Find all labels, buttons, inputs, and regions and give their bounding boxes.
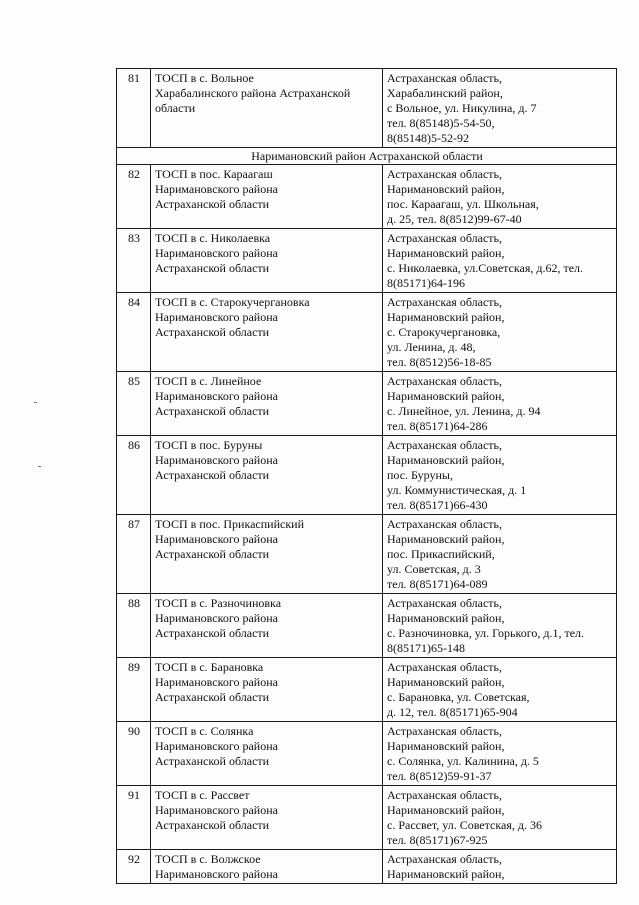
tosp-name-line: ТОСП в с. Разночиновка bbox=[155, 596, 282, 610]
row-number: 87 bbox=[117, 515, 151, 594]
tosp-address-line: д. 12, тел. 8(85171)65-904 bbox=[387, 705, 518, 719]
tosp-address-line: Астраханская область, bbox=[387, 71, 502, 85]
table-row bbox=[117, 436, 617, 515]
tosp-address-cell bbox=[383, 658, 617, 722]
tosp-address-cell bbox=[383, 594, 617, 658]
scan-speck bbox=[34, 402, 37, 403]
tosp-address-line: Наримановский район, bbox=[387, 611, 505, 625]
tosp-name-line: Наримановского района bbox=[155, 867, 278, 881]
tosp-address-line: 8(85171)65-148 bbox=[387, 641, 465, 655]
table-row bbox=[117, 515, 617, 594]
tosp-address-line: с. Николаевка, ул.Советская, д.62, тел. bbox=[387, 261, 584, 275]
tosp-address-line: Астраханская область, bbox=[387, 517, 502, 531]
tosp-address-line: с. Разночиновка, ул. Горького, д.1, тел. bbox=[387, 626, 585, 640]
tosp-address-line: ул. Советская, д. 3 bbox=[387, 562, 481, 576]
tosp-name-line: Харабалинского района Астраханской bbox=[155, 86, 351, 100]
tosp-address-line: Наримановский район, bbox=[387, 389, 505, 403]
tosp-name-line: Наримановского района bbox=[155, 675, 278, 689]
tosp-name-cell bbox=[151, 722, 383, 786]
tosp-name-line: Наримановского района bbox=[155, 246, 278, 260]
tosp-address-cell bbox=[383, 69, 617, 148]
tosp-address-line: тел. 8(85171)67-925 bbox=[387, 833, 488, 847]
tosp-address-line: ул. Ленина, д. 48, bbox=[387, 340, 476, 354]
tosp-name-cell bbox=[151, 850, 383, 884]
tosp-address-cell bbox=[383, 850, 617, 884]
tosp-address-line: Наримановский район, bbox=[387, 310, 505, 324]
table-row bbox=[117, 594, 617, 658]
tosp-name-line: Астраханской области bbox=[155, 325, 270, 339]
tosp-address-line: Наримановский район, bbox=[387, 803, 505, 817]
tosp-name-cell bbox=[151, 786, 383, 850]
tosp-address-line: Наримановский район, bbox=[387, 739, 505, 753]
tosp-address-line: Астраханская область, bbox=[387, 295, 502, 309]
tosp-address-line: Наримановский район, bbox=[387, 675, 505, 689]
tosp-address-line: пос. Буруны, bbox=[387, 468, 453, 482]
tosp-address-line: д. 25, тел. 8(8512)99-67-40 bbox=[387, 212, 522, 226]
row-number: 86 bbox=[117, 436, 151, 515]
tosp-name-cell bbox=[151, 293, 383, 372]
tosp-name-line: Наримановского района bbox=[155, 389, 278, 403]
row-number: 84 bbox=[117, 293, 151, 372]
tosp-name-line: Астраханской области bbox=[155, 547, 270, 561]
tosp-name-cell bbox=[151, 658, 383, 722]
table-row bbox=[117, 722, 617, 786]
row-number: 83 bbox=[117, 229, 151, 293]
tosp-address-line: Астраханская область, bbox=[387, 231, 502, 245]
tosp-name-line: ТОСП в с. Линейное bbox=[155, 374, 262, 388]
tosp-address-line: пос. Прикаспийский, bbox=[387, 547, 495, 561]
row-number: 81 bbox=[117, 69, 151, 148]
tosp-name-line: Астраханской области bbox=[155, 690, 270, 704]
tosp-name-cell bbox=[151, 229, 383, 293]
tosp-name-line: ТОСП в пос. Прикаспийский bbox=[155, 517, 305, 531]
tosp-name-line: ТОСП в пос. Буруны bbox=[155, 438, 263, 452]
section-row bbox=[117, 148, 617, 165]
tosp-address-line: тел. 8(85171)64-089 bbox=[387, 577, 488, 591]
tosp-address-cell bbox=[383, 722, 617, 786]
tosp-address-line: тел. 8(8512)59-91-37 bbox=[387, 769, 492, 783]
tosp-name-line: области bbox=[155, 101, 196, 115]
row-number: 88 bbox=[117, 594, 151, 658]
row-number: 82 bbox=[117, 165, 151, 229]
row-number: 90 bbox=[117, 722, 151, 786]
tosp-address-line: ул. Коммунистическая, д. 1 bbox=[387, 483, 527, 497]
tosp-name-line: Наримановского района bbox=[155, 453, 278, 467]
table-row bbox=[117, 165, 617, 229]
section-title: Наримановский район Астраханской области bbox=[117, 148, 617, 165]
tosp-address-cell bbox=[383, 372, 617, 436]
tosp-address-line: Астраханская область, bbox=[387, 788, 502, 802]
tosp-table-body bbox=[117, 69, 617, 884]
tosp-address-line: Астраханская область, bbox=[387, 167, 502, 181]
tosp-name-line: Наримановского района bbox=[155, 310, 278, 324]
tosp-address-cell bbox=[383, 165, 617, 229]
tosp-name-line: ТОСП в с. Николаевка bbox=[155, 231, 271, 245]
table-row bbox=[117, 293, 617, 372]
tosp-name-line: Наримановского района bbox=[155, 803, 278, 817]
tosp-address-line: пос. Караагаш, ул. Школьная, bbox=[387, 197, 539, 211]
tosp-address-line: тел. 8(8512)56-18-85 bbox=[387, 355, 492, 369]
tosp-address-line: Наримановский район, bbox=[387, 532, 505, 546]
scan-speck bbox=[38, 466, 41, 467]
tosp-name-line: ТОСП в пос. Караагаш bbox=[155, 167, 273, 181]
tosp-address-line: с. Линейное, ул. Ленина, д. 94 bbox=[387, 404, 541, 418]
tosp-name-line: ТОСП в с. Волжское bbox=[155, 852, 261, 866]
tosp-name-line: Астраханской области bbox=[155, 626, 270, 640]
tosp-name-line: Наримановского района bbox=[155, 532, 278, 546]
tosp-address-line: Астраханская область, bbox=[387, 724, 502, 738]
tosp-name-line: ТОСП в с. Рассвет bbox=[155, 788, 250, 802]
tosp-address-cell bbox=[383, 786, 617, 850]
row-number: 85 bbox=[117, 372, 151, 436]
tosp-address-line: с. Рассвет, ул. Советская, д. 36 bbox=[387, 818, 542, 832]
tosp-name-line: Астраханской области bbox=[155, 261, 270, 275]
tosp-address-line: Астраханская область, bbox=[387, 374, 502, 388]
tosp-name-line: Наримановского района bbox=[155, 739, 278, 753]
tosp-table bbox=[116, 68, 617, 884]
tosp-address-line: Астраханская область, bbox=[387, 596, 502, 610]
tosp-address-cell bbox=[383, 293, 617, 372]
tosp-address-line: Наримановский район, bbox=[387, 182, 505, 196]
tosp-name-line: Астраханской области bbox=[155, 468, 270, 482]
table-row bbox=[117, 850, 617, 884]
tosp-address-line: 8(85148)5-52-92 bbox=[387, 131, 469, 145]
tosp-name-line: ТОСП в с. Старокучергановка bbox=[155, 295, 310, 309]
tosp-address-line: Наримановский район, bbox=[387, 453, 505, 467]
row-number: 91 bbox=[117, 786, 151, 850]
table-row bbox=[117, 372, 617, 436]
tosp-address-cell bbox=[383, 436, 617, 515]
tosp-address-cell bbox=[383, 515, 617, 594]
tosp-address-line: Харабалинский район, bbox=[387, 86, 503, 100]
tosp-address-line: тел. 8(85171)66-430 bbox=[387, 498, 488, 512]
tosp-name-cell bbox=[151, 515, 383, 594]
tosp-name-line: Астраханской области bbox=[155, 404, 270, 418]
tosp-address-line: тел. 8(85148)5-54-50, bbox=[387, 116, 495, 130]
tosp-name-cell bbox=[151, 165, 383, 229]
tosp-address-line: тел. 8(85171)64-286 bbox=[387, 419, 488, 433]
tosp-name-line: ТОСП в с. Барановка bbox=[155, 660, 264, 674]
table-row bbox=[117, 786, 617, 850]
tosp-address-line: Астраханская область, bbox=[387, 660, 502, 674]
tosp-address-line: с. Солянка, ул. Калинина, д. 5 bbox=[387, 754, 539, 768]
tosp-address-line: с. Старокучергановка, bbox=[387, 325, 501, 339]
tosp-name-line: Астраханской области bbox=[155, 754, 270, 768]
table-row bbox=[117, 658, 617, 722]
tosp-name-line: Астраханской области bbox=[155, 197, 270, 211]
table-row bbox=[117, 229, 617, 293]
tosp-address-line: Наримановский район, bbox=[387, 246, 505, 260]
tosp-name-line: ТОСП в с. Солянка bbox=[155, 724, 254, 738]
tosp-address-line: с. Барановка, ул. Советская, bbox=[387, 690, 530, 704]
tosp-name-line: Наримановского района bbox=[155, 182, 278, 196]
tosp-name-cell bbox=[151, 372, 383, 436]
table-row bbox=[117, 69, 617, 148]
tosp-name-line: Наримановского района bbox=[155, 611, 278, 625]
tosp-name-cell bbox=[151, 69, 383, 148]
tosp-address-line: Астраханская область, bbox=[387, 438, 502, 452]
row-number: 92 bbox=[117, 850, 151, 884]
tosp-address-cell bbox=[383, 229, 617, 293]
tosp-address-line: Наримановский район, bbox=[387, 867, 505, 881]
row-number: 89 bbox=[117, 658, 151, 722]
tosp-address-line: 8(85171)64-196 bbox=[387, 276, 465, 290]
tosp-name-line: ТОСП в с. Вольное bbox=[155, 71, 254, 85]
tosp-address-line: Астраханская область, bbox=[387, 852, 502, 866]
tosp-name-cell bbox=[151, 594, 383, 658]
tosp-name-cell bbox=[151, 436, 383, 515]
tosp-address-line: с Вольное, ул. Никулина, д. 7 bbox=[387, 101, 537, 115]
tosp-name-line: Астраханской области bbox=[155, 818, 270, 832]
